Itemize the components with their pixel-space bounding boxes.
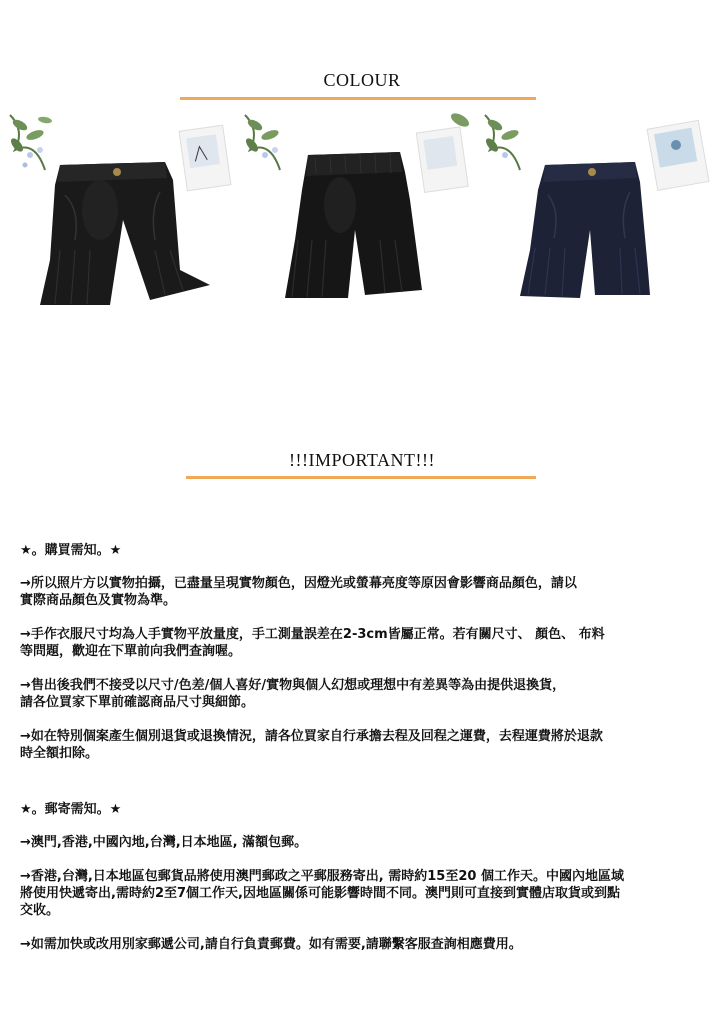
shipping-note-1: →澳門,香港,中國內地,台灣,日本地區, 滿額包郵。 [20,835,308,850]
shipping-note-2: →香港,台灣,日本地區包郵貨品將使用澳門郵政之平郵服務寄出, 需時約15至20 個工作天。中國內地區域 將使用快遞寄出,需時約2至7個工作天,因地區關係可能影響時間不同。澳門則可直接到實體店取貨或到點 交收。 [20,869,624,918]
plant-decoration [244,115,280,170]
shorts-black-elastic [285,152,422,298]
purchase-note-1: →所以照片方以實物拍攝，已盡量呈現實物顏色，因燈光或螢幕亮度等原因會影響商品顏色，請以 實際商品顏色及實物為準。 [20,576,577,608]
plant-decoration [9,115,53,170]
shipping-notes [20,801,710,953]
purchase-note-4: →如在特別個案產生個別退貨或退換情況，請各位買家自行承擔去程及回程之運費，去程運費將於退款 時全額扣除。 [20,729,603,761]
colour-title: COLOUR [323,70,401,90]
colour-divider [180,97,536,100]
important-title: !!!IMPORTANT!!! [289,450,435,470]
purchase-note-2: →手作衣服尺寸均為人手實物平放量度，手工測量誤差在2-3cm皆屬正常。若有關尺寸、 顏色、 布料 等問題，歡迎在下單前向我們查詢喔。 [20,627,605,659]
shipping-note-3: →如需加快或改用別家郵遞公司,請自行負責郵費。如有需要,請聯繫客服查詢相應費用。 [20,937,522,952]
purchase-heading: ★。購買需知。★ [20,543,122,558]
shorts-image [5,110,235,320]
card-decoration [179,125,231,191]
plant-decoration [484,115,520,170]
shorts-navy [520,162,650,298]
shorts-image [480,110,710,320]
product-photo-navy[interactable] [480,110,710,320]
shorts-black-leather [40,162,210,305]
card-decoration [647,120,709,190]
purchase-note-3: →售出後我們不接受以尺寸/色差/個人喜好/實物與個人幻想或理想中有差異等為由提供退換貨， 請各位買家下單前確認商品尺寸與細節。 [20,678,566,710]
important-divider [186,476,536,479]
purchase-notes [20,542,710,762]
shipping-heading: ★。郵寄需知。★ [20,802,122,817]
card-decoration [416,111,470,193]
shorts-image [240,110,470,320]
product-photo-black-leather[interactable] [5,110,235,320]
product-photo-black-elastic[interactable] [240,110,470,320]
